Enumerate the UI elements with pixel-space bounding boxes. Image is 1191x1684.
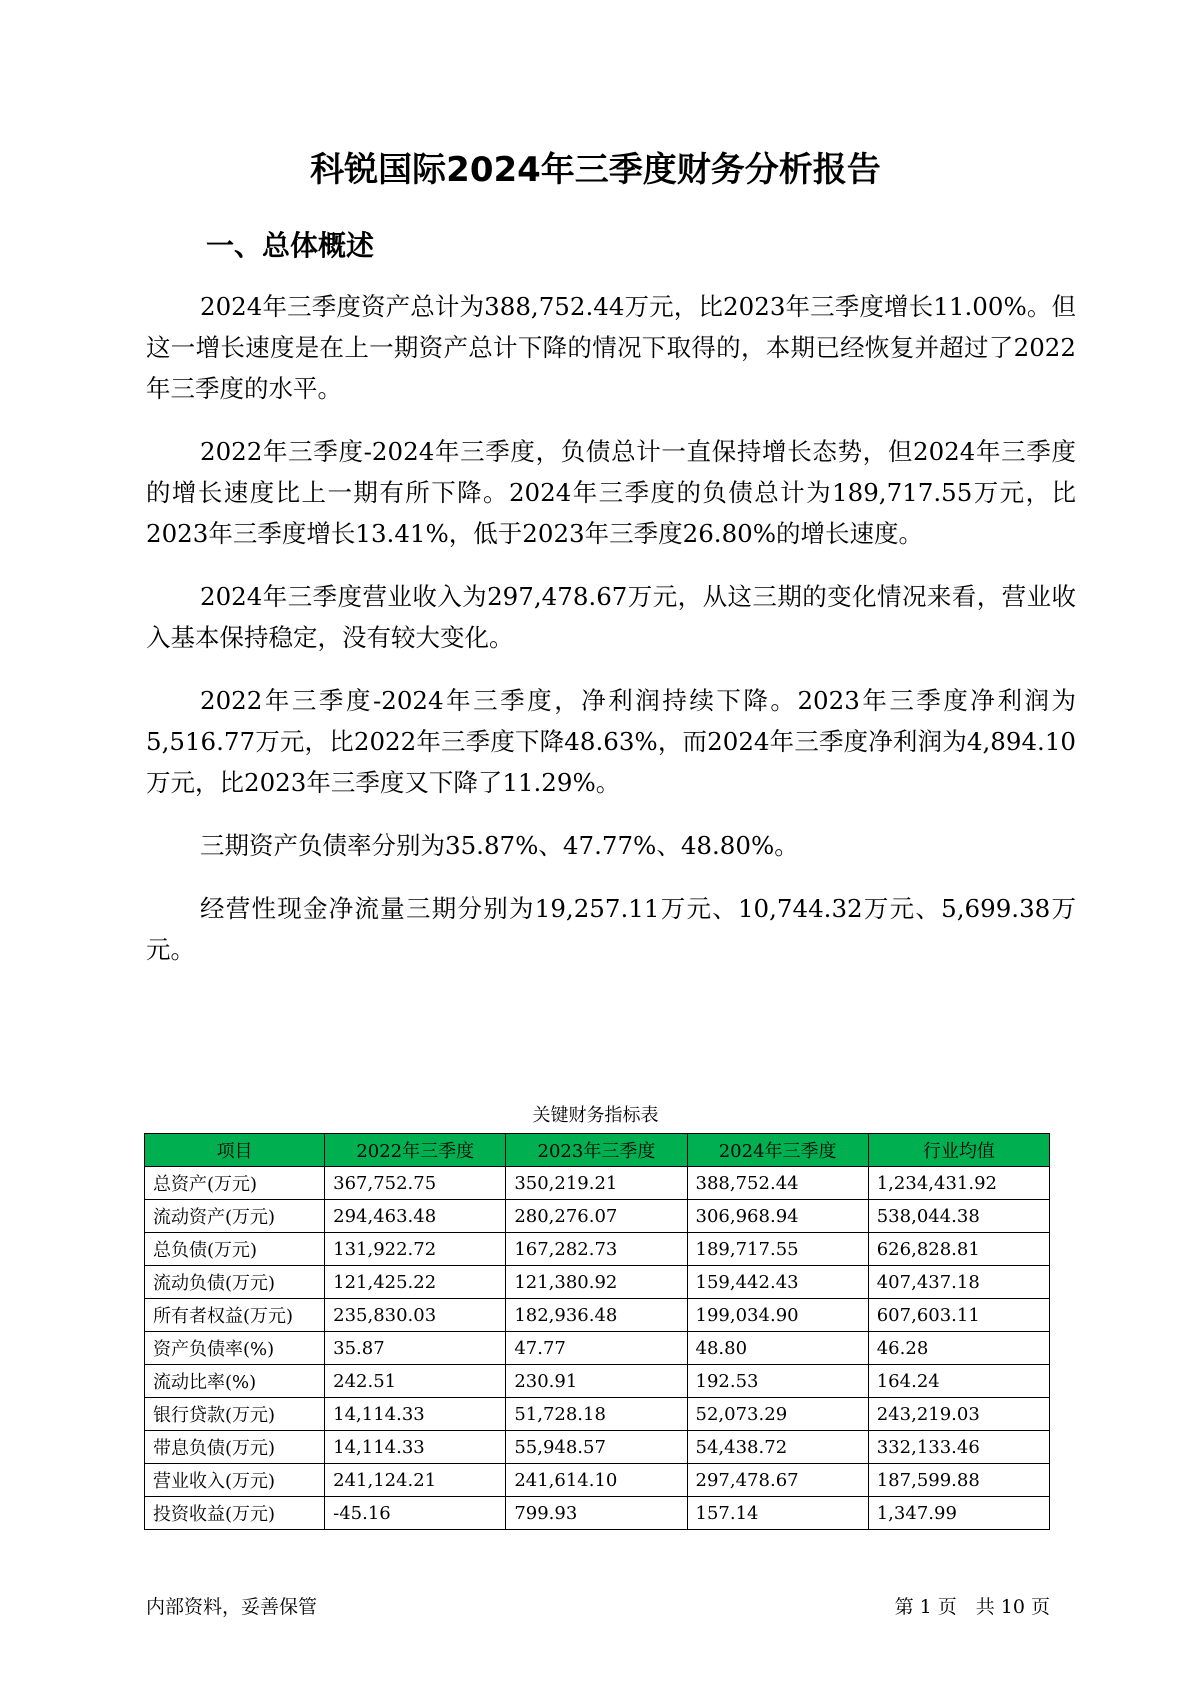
footer-confidential-note: 内部资料，妥善保管: [146, 1596, 318, 1618]
value-cell: -45.16: [325, 1497, 506, 1530]
footer-page-number: 第 1 页 共 10 页: [894, 1596, 1050, 1618]
value-cell: 294,463.48: [325, 1200, 506, 1233]
value-cell: 48.80: [687, 1332, 868, 1365]
value-cell: 607,603.11: [868, 1299, 1049, 1332]
value-cell: 1,234,431.92: [868, 1167, 1049, 1200]
table-row: [145, 1299, 1050, 1332]
row-label-cell: 总负债(万元): [145, 1233, 325, 1266]
value-cell: 121,380.92: [506, 1266, 687, 1299]
value-cell: 306,968.94: [687, 1200, 868, 1233]
value-cell: 54,438.72: [687, 1431, 868, 1464]
row-label-cell: 银行贷款(万元): [145, 1398, 325, 1431]
table-row: [145, 1431, 1050, 1464]
header-industry-average: 行业均值: [868, 1134, 1049, 1167]
row-label-cell: 流动比率(%): [145, 1365, 325, 1398]
key-financial-indicators-table: [144, 1133, 1050, 1530]
paragraph-net-profit: 2022年三季度-2024年三季度，净利润持续下降。2023年三季度净利润为5,516.77万元，比2022年三季度下降48.63%，而2024年三季度净利润为4,894.10万元，比2023年三季度又下降了11.29%。: [146, 686, 1076, 797]
value-cell: 164.24: [868, 1365, 1049, 1398]
value-cell: 388,752.44: [687, 1167, 868, 1200]
value-cell: 350,219.21: [506, 1167, 687, 1200]
table-row: [145, 1365, 1050, 1398]
value-cell: 182,936.48: [506, 1299, 687, 1332]
row-label-cell: 总资产(万元): [145, 1167, 325, 1200]
header-2022-q3: 2022年三季度: [325, 1134, 506, 1167]
value-cell: 241,614.10: [506, 1464, 687, 1497]
value-cell: 199,034.90: [687, 1299, 868, 1332]
table-row: [145, 1233, 1050, 1266]
value-cell: 332,133.46: [868, 1431, 1049, 1464]
value-cell: 367,752.75: [325, 1167, 506, 1200]
value-cell: 159,442.43: [687, 1266, 868, 1299]
table-header-row: [145, 1134, 1050, 1167]
header-2023-q3: 2023年三季度: [506, 1134, 687, 1167]
value-cell: 192.53: [687, 1365, 868, 1398]
value-cell: 47.77: [506, 1332, 687, 1365]
value-cell: 1,347.99: [868, 1497, 1049, 1530]
value-cell: 121,425.22: [325, 1266, 506, 1299]
report-title: 科锐国际2024年三季度财务分析报告: [310, 150, 881, 190]
value-cell: 242.51: [325, 1365, 506, 1398]
value-cell: 407,437.18: [868, 1266, 1049, 1299]
table-row: [145, 1464, 1050, 1497]
value-cell: 189,717.55: [687, 1233, 868, 1266]
table-row: [145, 1497, 1050, 1530]
paragraph-debt-ratio: 三期资产负债率分别为35.87%、47.77%、48.80%。: [200, 831, 799, 860]
section-heading: 一、总体概述: [206, 229, 375, 262]
row-label-cell: 带息负债(万元): [145, 1431, 325, 1464]
paragraph-cash-flow: 经营性现金净流量三期分别为19,257.11万元、10,744.32万元、5,699.38万元。: [146, 894, 1076, 964]
value-cell: 799.93: [506, 1497, 687, 1530]
table-caption: 关键财务指标表: [532, 1105, 659, 1126]
paragraph-assets: 2024年三季度资产总计为388,752.44万元，比2023年三季度增长11.00%。但这一增长速度是在上一期资产总计下降的情况下取得的，本期已经恢复并超过了2022年三季度的水平。: [146, 292, 1076, 403]
paragraph-revenue: 2024年三季度营业收入为297,478.67万元，从这三期的变化情况来看，营业收入基本保持稳定，没有较大变化。: [146, 582, 1076, 652]
row-label-cell: 营业收入(万元): [145, 1464, 325, 1497]
value-cell: 52,073.29: [687, 1398, 868, 1431]
value-cell: 55,948.57: [506, 1431, 687, 1464]
row-label-cell: 流动资产(万元): [145, 1200, 325, 1233]
value-cell: 157.14: [687, 1497, 868, 1530]
value-cell: 131,922.72: [325, 1233, 506, 1266]
header-item: 项目: [145, 1134, 325, 1167]
value-cell: 626,828.81: [868, 1233, 1049, 1266]
value-cell: 167,282.73: [506, 1233, 687, 1266]
value-cell: 280,276.07: [506, 1200, 687, 1233]
paragraph-liabilities: 2022年三季度-2024年三季度，负债总计一直保持增长态势，但2024年三季度的增长速度比上一期有所下降。2024年三季度的负债总计为189,717.55万元，比2023年三季度增长13.41%，低于2023年三季度26.80%的增长速度。: [146, 437, 1076, 548]
value-cell: 243,219.03: [868, 1398, 1049, 1431]
value-cell: 14,114.33: [325, 1431, 506, 1464]
value-cell: 46.28: [868, 1332, 1049, 1365]
value-cell: 297,478.67: [687, 1464, 868, 1497]
table-row: [145, 1167, 1050, 1200]
value-cell: 14,114.33: [325, 1398, 506, 1431]
value-cell: 230.91: [506, 1365, 687, 1398]
value-cell: 241,124.21: [325, 1464, 506, 1497]
header-2024-q3: 2024年三季度: [687, 1134, 868, 1167]
table-row: [145, 1266, 1050, 1299]
row-label-cell: 流动负债(万元): [145, 1266, 325, 1299]
table-row: [145, 1332, 1050, 1365]
value-cell: 51,728.18: [506, 1398, 687, 1431]
row-label-cell: 资产负债率(%): [145, 1332, 325, 1365]
overview-body: [146, 286, 1076, 992]
value-cell: 538,044.38: [868, 1200, 1049, 1233]
row-label-cell: 投资收益(万元): [145, 1497, 325, 1530]
value-cell: 187,599.88: [868, 1464, 1049, 1497]
table-row: [145, 1398, 1050, 1431]
row-label-cell: 所有者权益(万元): [145, 1299, 325, 1332]
table-row: [145, 1200, 1050, 1233]
value-cell: 35.87: [325, 1332, 506, 1365]
value-cell: 235,830.03: [325, 1299, 506, 1332]
